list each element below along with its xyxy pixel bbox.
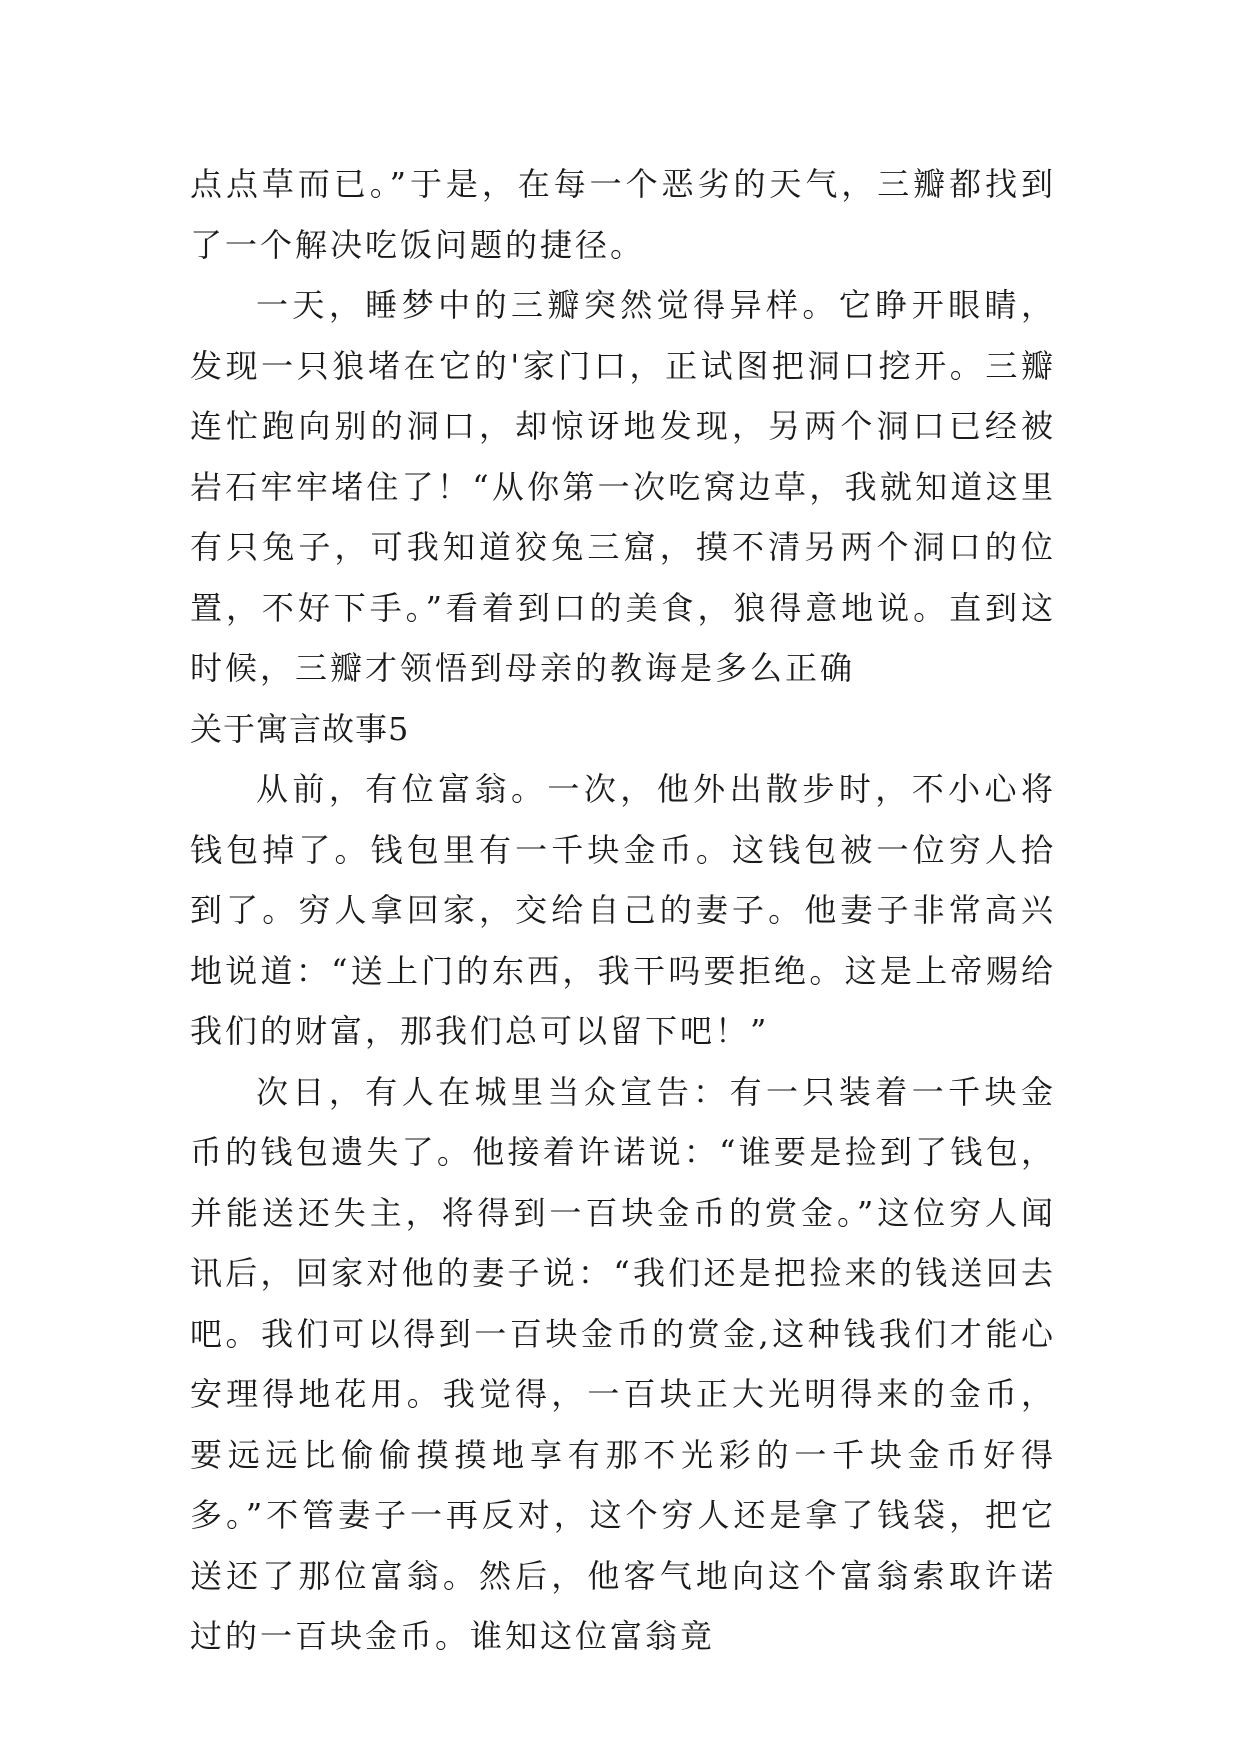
document-body bbox=[190, 154, 1056, 1667]
paragraph: 从前，有位富翁。一次，他外出散步时，不小心将钱包掉了。钱包里有一千块金币。这钱包被一位穷人拾到了。穷人拿回家，交给自己的妻子。他妻子非常高兴地说道：“送上门的东西，我干吗要拒绝。这是上帝赐给我们的财富，那我们总可以留下吧！” bbox=[190, 770, 1056, 1050]
paragraph-continued: 点点草而已。”于是，在每一个恶劣的天气，三瓣都找到了一个解决吃饭问题的捷径。 bbox=[190, 165, 1056, 264]
paragraph: 次日，有人在城里当众宣告：有一只装着一千块金币的钱包遗失了。他接着许诺说：“谁要是捡到了钱包，并能送还失主，将得到一百块金币的赏金。”这位穷人闻讯后，回家对他的妻子说：“我们还是把捡来的钱送回去吧。我们可以得到一百块金币的赏金,这种钱我们才能心安理得地花用。我觉得，一百块正大光明得来的金币，要远远比偷偷摸摸地享有那不光彩的一千块金币好得多。”不管妻子一再反对，这个穷人还是拿了钱袋，把它送还了那位富翁。然后，他客气地向这个富翁索取许诺过的一百块金币。谁知这位富翁竟 bbox=[190, 1072, 1056, 1655]
paragraph: 一天，睡梦中的三瓣突然觉得异样。它睁开眼睛，发现一只狼堵在它的'家门口，正试图把洞口挖开。三瓣连忙跑向别的洞口，却惊讶地发现，另两个洞口已经被岩石牢牢堵住了！“从你第一次吃窝边草，我就知道这里有只兔子，可我知道狡兔三窟，摸不清另两个洞口的位置，不好下手。”看着到口的美食，狼得意地说。直到这时候，三瓣才领悟到母亲的教诲是多么正确 bbox=[190, 286, 1056, 687]
section-heading: 关于寓言故事5 bbox=[190, 709, 410, 748]
